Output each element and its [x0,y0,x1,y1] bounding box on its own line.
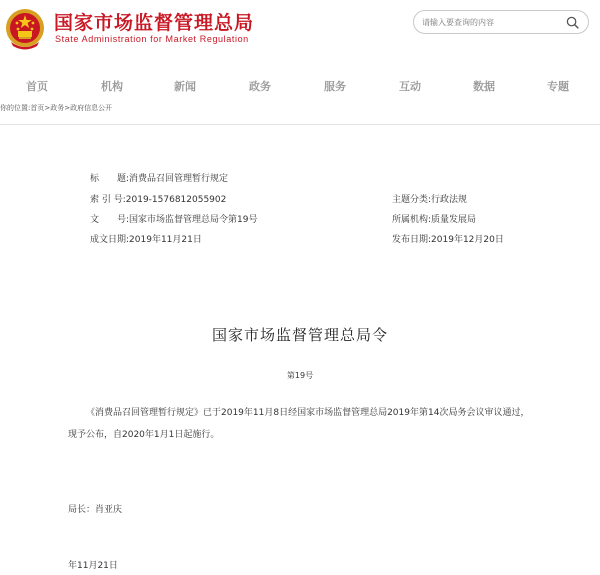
meta-doc-value: 国家市场监督管理总局令第19号 [129,215,258,225]
search-input[interactable] [422,15,562,30]
meta-title-value: 消费品召回管理暂行规定 [129,174,229,184]
meta-index-value: 2019-1576812055902 [125,195,227,205]
nav-item-services[interactable]: 服务 [324,80,346,93]
search-icon[interactable] [566,16,579,29]
meta-category-label: 主题分类: [392,195,432,205]
breadcrumb[interactable]: 你的位置:首页>政务>政府信息公开 [0,104,113,112]
nav-item-home[interactable]: 首页 [26,80,48,93]
document-date: 年11月21日 [68,561,118,571]
meta-publish-value: 2019年12月20日 [431,235,504,245]
nav-item-institutions[interactable]: 机构 [101,80,123,93]
nav-item-interaction[interactable]: 互动 [399,80,421,93]
meta-publish-label: 发布日期: [392,235,432,245]
meta-org-label: 所属机构: [392,215,432,225]
meta-publish [392,232,504,245]
meta-category-value: 行政法规 [431,195,468,205]
meta-title-label: 标 题: [90,174,130,184]
document-body: 《消费品召回管理暂行规定》已于2019年11月8日经国家市场监督管理总局2019年第14次局务会议审议通过，现予公布，自2020年1月1日起施行。 [68,408,530,440]
nav-item-government-affairs[interactable]: 政务 [249,80,271,93]
document-number: 第19号 [286,371,314,380]
site-subtitle: State Administration for Market Regulation [55,34,249,44]
meta-category [392,192,467,205]
meta-date-value: 2019年11月21日 [129,235,202,245]
meta-date-label: 成文日期: [90,235,130,245]
meta-date [90,232,202,245]
meta-doc-label: 文 号: [90,215,130,225]
document-heading: 国家市场监督管理总局令 [211,326,388,344]
search-box [413,10,589,34]
meta-org-value: 质量发展局 [431,215,477,225]
main-nav [0,74,600,98]
site-header [0,0,600,62]
meta-index [90,192,226,205]
meta-title [90,171,228,184]
site-title[interactable]: 国家市场监督管理总局 [54,12,255,34]
national-emblem-icon[interactable] [4,6,46,52]
meta-doc-number [90,212,258,225]
meta-org [392,212,476,225]
nav-item-news[interactable]: 新闻 [174,80,196,93]
nav-item-topics[interactable]: 专题 [547,80,569,93]
meta-index-label: 索 引 号: [90,195,126,205]
divider [0,124,600,125]
document-signatory: 局长：肖亚庆 [68,505,123,515]
nav-item-data[interactable]: 数据 [473,80,495,93]
